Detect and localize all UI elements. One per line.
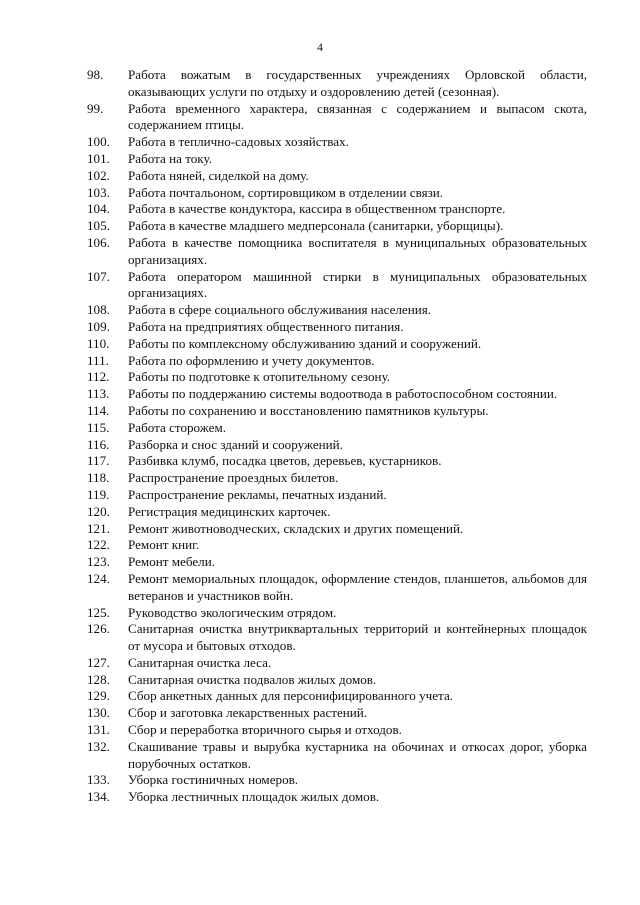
item-number: 117. xyxy=(87,453,110,469)
item-number: 121. xyxy=(87,520,110,536)
item-text: Сбор и переработка вторичного сырья и отходов. xyxy=(128,722,402,738)
item-text: Работа вожатым в государственных учреждениях Орловской области, оказывающих услуги по отдыху и оздоровлению детей (сезонная). xyxy=(128,67,587,99)
item-text: Уборка лестничных площадок жилых домов. xyxy=(128,789,380,805)
item-number: 101. xyxy=(87,150,110,166)
list-item xyxy=(87,185,587,202)
item-text: Санитарная очистка леса. xyxy=(128,654,272,670)
item-text: Распространение рекламы, печатных изданий. xyxy=(128,486,387,502)
list-item xyxy=(87,453,587,470)
item-text: Ремонт животноводческих, складских и других помещений. xyxy=(128,520,464,536)
list-item xyxy=(87,739,587,773)
item-text: Ремонт мебели. xyxy=(128,554,215,570)
list-item xyxy=(87,688,587,705)
list-item xyxy=(87,789,587,806)
item-number: 113. xyxy=(87,386,110,402)
list-item xyxy=(87,302,587,319)
item-number: 110. xyxy=(87,335,110,351)
list-item xyxy=(87,470,587,487)
item-number: 111. xyxy=(87,352,109,368)
list-item xyxy=(87,336,587,353)
item-text: Работа на предприятиях общественного питания. xyxy=(128,318,404,334)
list-item xyxy=(87,319,587,336)
item-number: 98. xyxy=(87,67,104,82)
item-text: Работа временного характера, связанная с содержанием и выпасом скота, содержанием птицы. xyxy=(128,100,587,133)
list-item xyxy=(87,487,587,504)
list-item xyxy=(87,168,587,185)
item-text: Работы по подготовке к отопительному сезону. xyxy=(128,369,391,385)
item-text: Работа в теплично-садовых хозяйствах. xyxy=(128,134,349,150)
item-number: 130. xyxy=(87,705,110,721)
list-item xyxy=(87,537,587,554)
list-item xyxy=(87,201,587,218)
item-text: Работы по поддержанию системы водоотвода в работоспособном состоянии. xyxy=(128,386,558,402)
list-item xyxy=(87,420,587,437)
item-text: Работа сторожем. xyxy=(128,419,227,435)
item-text: Санитарная очистка подвалов жилых домов. xyxy=(128,671,377,687)
item-text: Скашивание травы и вырубка кустарника на обочинах и откосах дорог, уборка порубочных остатков. xyxy=(128,738,587,771)
list-item xyxy=(87,655,587,672)
list-item xyxy=(87,772,587,789)
item-number: 108. xyxy=(87,302,110,318)
item-number: 118. xyxy=(87,470,110,486)
item-number: 123. xyxy=(87,554,110,570)
item-text: Работа по оформлению и учету документов. xyxy=(128,352,375,368)
item-number: 107. xyxy=(87,268,110,284)
item-number: 126. xyxy=(87,621,110,637)
item-number: 119. xyxy=(87,486,110,502)
page-number: 4 xyxy=(317,42,323,54)
item-text: Ремонт мемориальных площадок, оформление стендов, планшетов, альбомов для ветеранов и участников войн. xyxy=(128,570,587,603)
item-number: 115. xyxy=(87,419,110,435)
item-text: Работа в сфере социального обслуживания населения. xyxy=(128,302,432,318)
list-item xyxy=(87,101,587,135)
item-number: 114. xyxy=(87,402,110,418)
item-text: Работы по комплексному обслуживанию зданий и сооружений. xyxy=(128,335,482,351)
item-number: 103. xyxy=(87,184,110,200)
item-text: Ремонт книг. xyxy=(128,537,200,553)
item-number: 116. xyxy=(87,436,110,452)
item-text: Работа на току. xyxy=(128,150,212,166)
list-item xyxy=(87,605,587,622)
item-number: 128. xyxy=(87,671,110,687)
list-item xyxy=(87,504,587,521)
list-item xyxy=(87,705,587,722)
item-text: Распространение проездных билетов. xyxy=(128,470,339,486)
item-text: Работа в качестве кондуктора, кассира в общественном транспорте. xyxy=(128,201,506,217)
item-text: Работа в качестве младшего медперсонала (санитарки, уборщицы). xyxy=(128,218,504,234)
item-number: 102. xyxy=(87,167,110,183)
item-text: Работы по сохранению и восстановлению памятников культуры. xyxy=(128,402,489,418)
item-number: 133. xyxy=(87,772,110,788)
item-text: Уборка гостиничных номеров. xyxy=(128,772,299,788)
item-number: 131. xyxy=(87,722,110,738)
list-item xyxy=(87,722,587,739)
item-number: 127. xyxy=(87,654,110,670)
item-number: 100. xyxy=(87,134,110,150)
list-item xyxy=(87,554,587,571)
item-number: 129. xyxy=(87,688,110,704)
list-item xyxy=(87,621,587,655)
item-number: 104. xyxy=(87,201,110,217)
list-item xyxy=(87,134,587,151)
list-item xyxy=(87,437,587,454)
item-number: 120. xyxy=(87,503,110,519)
list-item xyxy=(87,67,587,101)
item-text: Разбивка клумб, посадка цветов, деревьев, кустарников. xyxy=(128,453,442,469)
item-number: 134. xyxy=(87,789,110,805)
item-text: Работа няней, сиделкой на дому. xyxy=(128,167,309,183)
list-item xyxy=(87,151,587,168)
work-types-list xyxy=(87,67,587,806)
item-number: 105. xyxy=(87,218,110,234)
list-item xyxy=(87,403,587,420)
list-item xyxy=(87,369,587,386)
item-number: 124. xyxy=(87,570,110,586)
item-text: Работа почтальоном, сортировщиком в отделении связи. xyxy=(128,184,444,200)
item-text: Регистрация медицинских карточек. xyxy=(128,503,331,519)
list-item xyxy=(87,353,587,370)
item-number: 99. xyxy=(87,100,104,116)
item-number: 112. xyxy=(87,369,110,385)
list-item xyxy=(87,218,587,235)
list-item xyxy=(87,235,587,269)
item-number: 132. xyxy=(87,738,110,754)
list-item xyxy=(87,521,587,538)
item-number: 122. xyxy=(87,537,110,553)
list-item xyxy=(87,386,587,403)
item-text: Работа оператором машинной стирки в муниципальных образовательных организациях. xyxy=(128,268,587,301)
item-text: Руководство экологическим отрядом. xyxy=(128,604,337,620)
item-number: 106. xyxy=(87,234,110,250)
item-number: 125. xyxy=(87,604,110,620)
item-text: Разборка и снос зданий и сооружений. xyxy=(128,436,343,452)
list-item xyxy=(87,672,587,689)
list-item xyxy=(87,571,587,605)
list-item xyxy=(87,269,587,303)
item-text: Санитарная очистка внутриквартальных территорий и контейнерных площадок от мусора и бытовых отходов. xyxy=(128,621,587,654)
item-text: Сбор анкетных данных для персонифицированного учета. xyxy=(128,688,454,704)
item-number: 109. xyxy=(87,318,110,334)
item-text: Работа в качестве помощника воспитателя в муниципальных образовательных организациях. xyxy=(128,234,587,267)
item-text: Сбор и заготовка лекарственных растений. xyxy=(128,705,368,721)
